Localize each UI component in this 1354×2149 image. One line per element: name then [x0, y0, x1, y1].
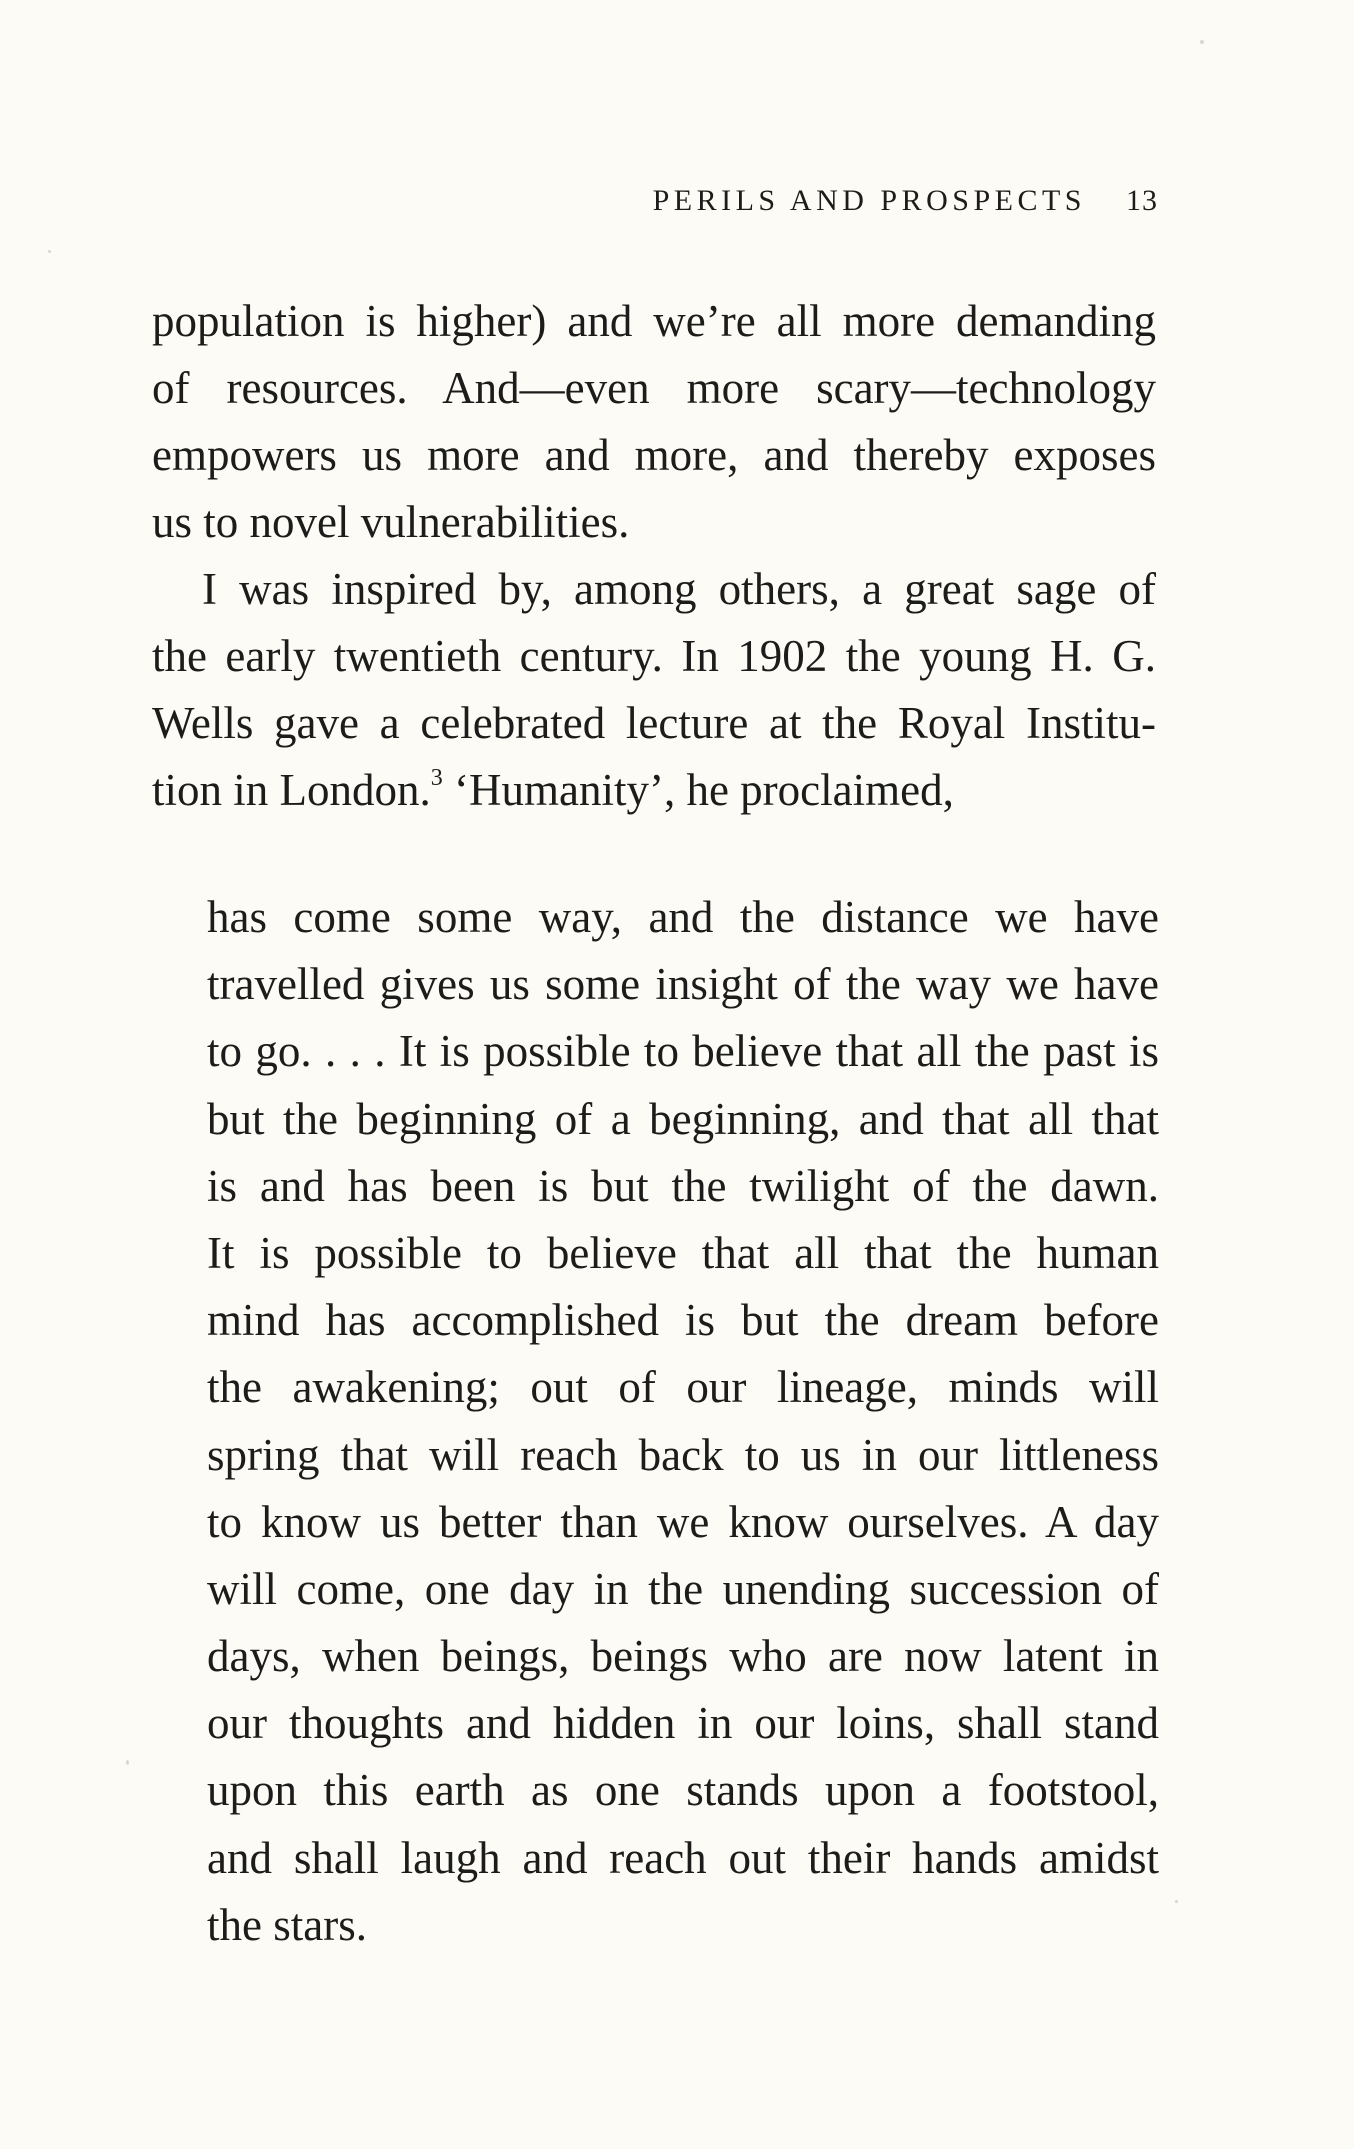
quote-line: has come some way, and the distance we have	[207, 892, 1159, 942]
quote-line: our thoughts and hidden in our loins, shall stand	[207, 1698, 1159, 1749]
paper-speck	[1175, 1900, 1178, 1903]
paper-speck	[126, 1760, 129, 1765]
paper-speck	[1200, 40, 1204, 44]
text-line: the early twentieth century. In 1902 the young H. G.	[152, 631, 1156, 681]
paper-speck	[48, 250, 51, 253]
running-head	[653, 184, 1158, 218]
text-line: of resources. And—even more scary—technology	[152, 363, 1156, 413]
text-fragment: ‘Humanity’, he proclaimed,	[442, 765, 954, 815]
quote-line: upon this earth as one stands upon a footstool,	[207, 1765, 1159, 1816]
paragraph-1	[152, 288, 1156, 556]
page-number: 13	[1126, 184, 1158, 217]
text-fragment: tion in London.	[152, 765, 431, 815]
footnote-marker: 3	[430, 765, 443, 791]
quote-line: will come, one day in the unending succession of	[207, 1563, 1159, 1614]
block-quotation	[207, 884, 1159, 1959]
text-line: empowers us more and more, and thereby exposes	[152, 430, 1156, 480]
paragraph-2	[152, 556, 1156, 824]
quote-line: mind has accomplished is but the dream before	[207, 1295, 1159, 1346]
quote-line: travelled gives us some insight of the way we have	[207, 959, 1159, 1010]
text-line: population is higher) and we’re all more demanding	[152, 296, 1156, 346]
quote-line: the awakening; out of our lineage, minds will	[207, 1362, 1159, 1413]
text-line: I was inspired by, among others, a great sage of	[202, 564, 1156, 614]
quote-line: to know us better than we know ourselves. A day	[207, 1496, 1159, 1547]
quote-line: and shall laugh and reach out their hands amidst	[207, 1832, 1159, 1883]
quote-line: is and has been is but the twilight of the dawn.	[207, 1160, 1159, 1211]
quote-line: It is possible to believe that all that the human	[207, 1227, 1159, 1278]
quote-line: but the beginning of a beginning, and that all that	[207, 1093, 1159, 1144]
body-text	[152, 288, 1156, 824]
text-line: us to novel vulnerabilities.	[152, 497, 630, 547]
quote-line: the stars.	[207, 1899, 367, 1950]
quote-line: days, when beings, beings who are now latent in	[207, 1631, 1159, 1682]
text-line: Wells gave a celebrated lecture at the Royal Institu-	[152, 698, 1156, 748]
running-head-title: PERILS AND PROSPECTS	[652, 184, 1086, 217]
quote-line: spring that will reach back to us in our littleness	[207, 1429, 1159, 1480]
text-line-with-note	[152, 757, 1156, 824]
quote-line: to go. . . . It is possible to believe that all the past is	[207, 1026, 1159, 1077]
